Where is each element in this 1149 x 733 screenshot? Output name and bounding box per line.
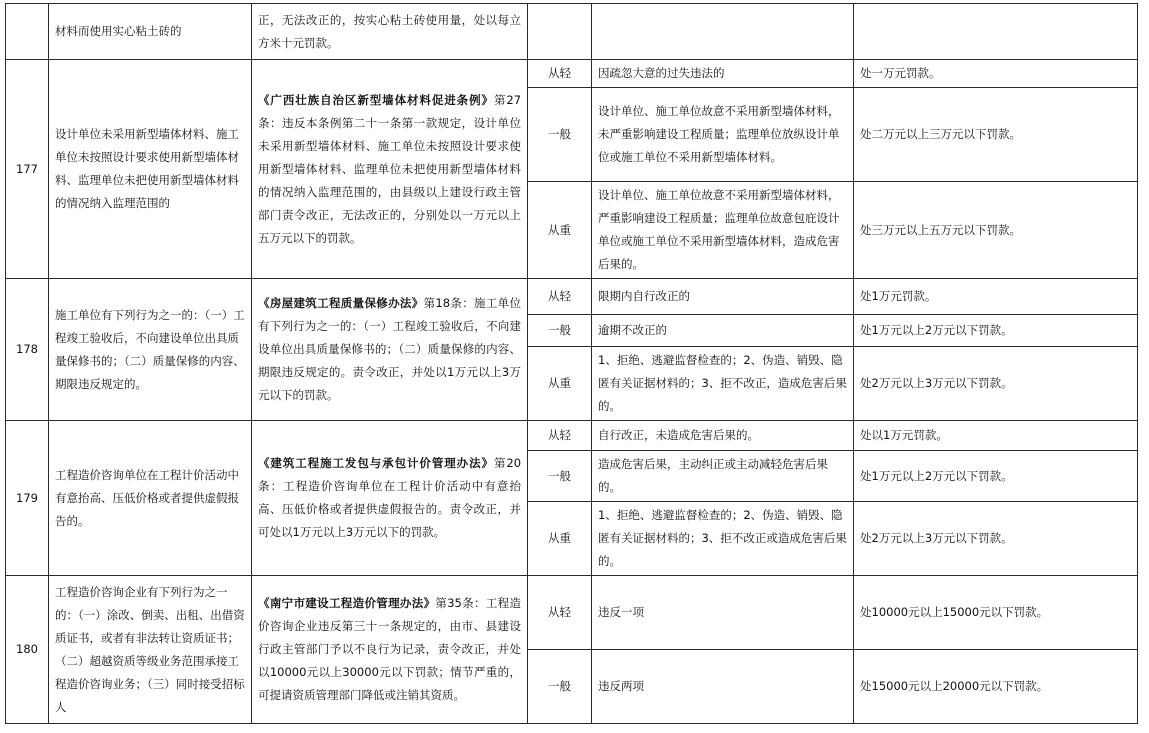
legal-basis-text: 第35条：工程造价咨询企业违反第三十一条规定的，由市、县建设行政主管部门予以不良行为记录，责令改正，并处以10000元以上30000元以下罚款；情节严重的，可提请资质管理部门降低或注销其资质。 — [258, 596, 521, 702]
violation-cell: 设计单位未采用新型墙体材料、施工单位未按照设计要求使用新型墙体材料、监理单位未把使用新型墙体材料的情况纳入监理范围的 — [49, 60, 252, 279]
circumstance-cell: 逾期不改正的 — [592, 315, 854, 347]
table-row — [6, 421, 1138, 451]
violation-cell: 施工单位有下列行为之一的：（一）工程竣工验收后，不向建设单位出具质量保修书的；（二）质量保修的内容、期限违反规定的。 — [49, 279, 252, 421]
penalty-cell: 处1万元罚款。 — [854, 279, 1138, 315]
table-row — [6, 279, 1138, 315]
penalty-cell: 处以1万元罚款。 — [854, 421, 1138, 451]
level-cell: 一般 — [528, 315, 592, 347]
violation-cell: 工程造价咨询单位在工程计价活动中有意抬高、压低价格或者提供虚假报告的。 — [49, 421, 252, 576]
circumstance-cell — [592, 4, 854, 60]
level-cell: 一般 — [528, 451, 592, 502]
level-cell: 从重 — [528, 502, 592, 576]
law-title: 《建筑工程施工发包与承包计价管理办法》 — [258, 456, 494, 470]
row-number-cell: 180 — [6, 576, 49, 724]
penalty-cell: 处2万元以上3万元以下罚款。 — [854, 502, 1138, 576]
penalty-cell: 处1万元以上2万元以下罚款。 — [854, 315, 1138, 347]
circumstance-cell: 限期内自行改正的 — [592, 279, 854, 315]
legal-basis-cell — [252, 279, 528, 421]
penalty-cell: 处15000元以上20000元以下罚款。 — [854, 650, 1138, 724]
row-number-cell: 178 — [6, 279, 49, 421]
table-row — [6, 4, 1138, 60]
penalty-cell: 处一万元罚款。 — [854, 60, 1138, 88]
legal-basis-cell — [252, 576, 528, 724]
law-title: 《房屋建筑工程质量保修办法》 — [258, 296, 424, 310]
level-cell: 从重 — [528, 182, 592, 279]
circumstance-cell: 设计单位、施工单位故意不采用新型墙体材料，严重影响建设工程质量；监理单位故意包庇设计单位或施工单位不采用新型墙体材料，造成危害后果的。 — [592, 182, 854, 279]
level-cell: 从轻 — [528, 279, 592, 315]
table-row — [6, 60, 1138, 88]
penalty-cell: 处三万元以上五万元以下罚款。 — [854, 182, 1138, 279]
level-cell: 从重 — [528, 347, 592, 421]
circumstance-cell: 1、拒绝、逃避监督检查的；2、伪造、销毁、隐匿有关证据材料的；3、拒不改正，造成危害后果的。 — [592, 347, 854, 421]
penalty-cell: 处2万元以上3万元以下罚款。 — [854, 347, 1138, 421]
penalty-cell: 处1万元以上2万元以下罚款。 — [854, 451, 1138, 502]
level-cell: 从轻 — [528, 576, 592, 650]
circumstance-cell: 违反一项 — [592, 576, 854, 650]
penalty-table — [5, 3, 1138, 724]
penalty-cell — [854, 4, 1138, 60]
violation-cell: 工程造价咨询企业有下列行为之一的：（一）涂改、倒卖、出租、出借资质证书，或者有非法转让资质证书；（二）超越资质等级业务范围承接工程造价咨询业务；（三）同时接受招标人 — [49, 576, 252, 724]
row-number-cell: 177 — [6, 60, 49, 279]
legal-basis-text: 第20条：工程造价咨询单位在工程计价活动中有意抬高、压低价格或者提供虚假报告的。责令改正，并可处以1万元以上3万元以下的罚款。 — [258, 456, 522, 539]
legal-basis-cell — [252, 421, 528, 576]
circumstance-cell: 自行改正，未造成危害后果的。 — [592, 421, 854, 451]
law-title: 《广西壮族自治区新型墙体材料促进条例》 — [258, 92, 494, 107]
penalty-cell: 处二万元以上三万元以下罚款。 — [854, 88, 1138, 182]
legal-basis-text: 第27条：违反本条例第二十一条第一款规定，设计单位未采用新型墙体材料、施工单位未按照设计要求使用新型墙体材料、监理单位未把使用新型墙体材料的情况纳入监理范围的，由县级以上建设行政主管部门责令改正，无法改正的，分别处以一万元以上五万元以下的罚款。 — [258, 92, 522, 245]
penalty-cell: 处10000元以上15000元以下罚款。 — [854, 576, 1138, 650]
row-number-cell — [6, 4, 49, 60]
circumstance-cell: 1、拒绝、逃避监督检查的；2、伪造、销毁、隐匿有关证据材料的；3、拒不改正或造成危害后果的。 — [592, 502, 854, 576]
legal-basis-cell: 正，无法改正的，按实心粘土砖使用量，处以每立方米十元罚款。 — [252, 4, 528, 60]
violation-cell: 材料而使用实心粘土砖的 — [49, 4, 252, 60]
row-number-cell: 179 — [6, 421, 49, 576]
level-cell: 一般 — [528, 88, 592, 182]
level-cell: 从轻 — [528, 60, 592, 88]
level-cell: 从轻 — [528, 421, 592, 451]
legal-basis-cell — [252, 60, 528, 279]
circumstance-cell: 因疏忽大意的过失违法的 — [592, 60, 854, 88]
legal-basis-text: 第18条：施工单位有下列行为之一的：（一）工程竣工验收后，不向建设单位出具质量保修书的；（二）质量保修的内容、期限违反规定的。责令改正，并处以1万元以上3万元以下的罚款。 — [258, 296, 521, 402]
circumstance-cell: 设计单位、施工单位故意不采用新型墙体材料，未严重影响建设工程质量；监理单位放纵设计单位或施工单位不采用新型墙体材料。 — [592, 88, 854, 182]
circumstance-cell: 违反两项 — [592, 650, 854, 724]
level-cell — [528, 4, 592, 60]
circumstance-cell: 造成危害后果，主动纠正或主动减轻危害后果的。 — [592, 451, 854, 502]
level-cell: 一般 — [528, 650, 592, 724]
law-title: 《南宁市建设工程造价管理办法》 — [258, 596, 436, 610]
table-row — [6, 576, 1138, 650]
